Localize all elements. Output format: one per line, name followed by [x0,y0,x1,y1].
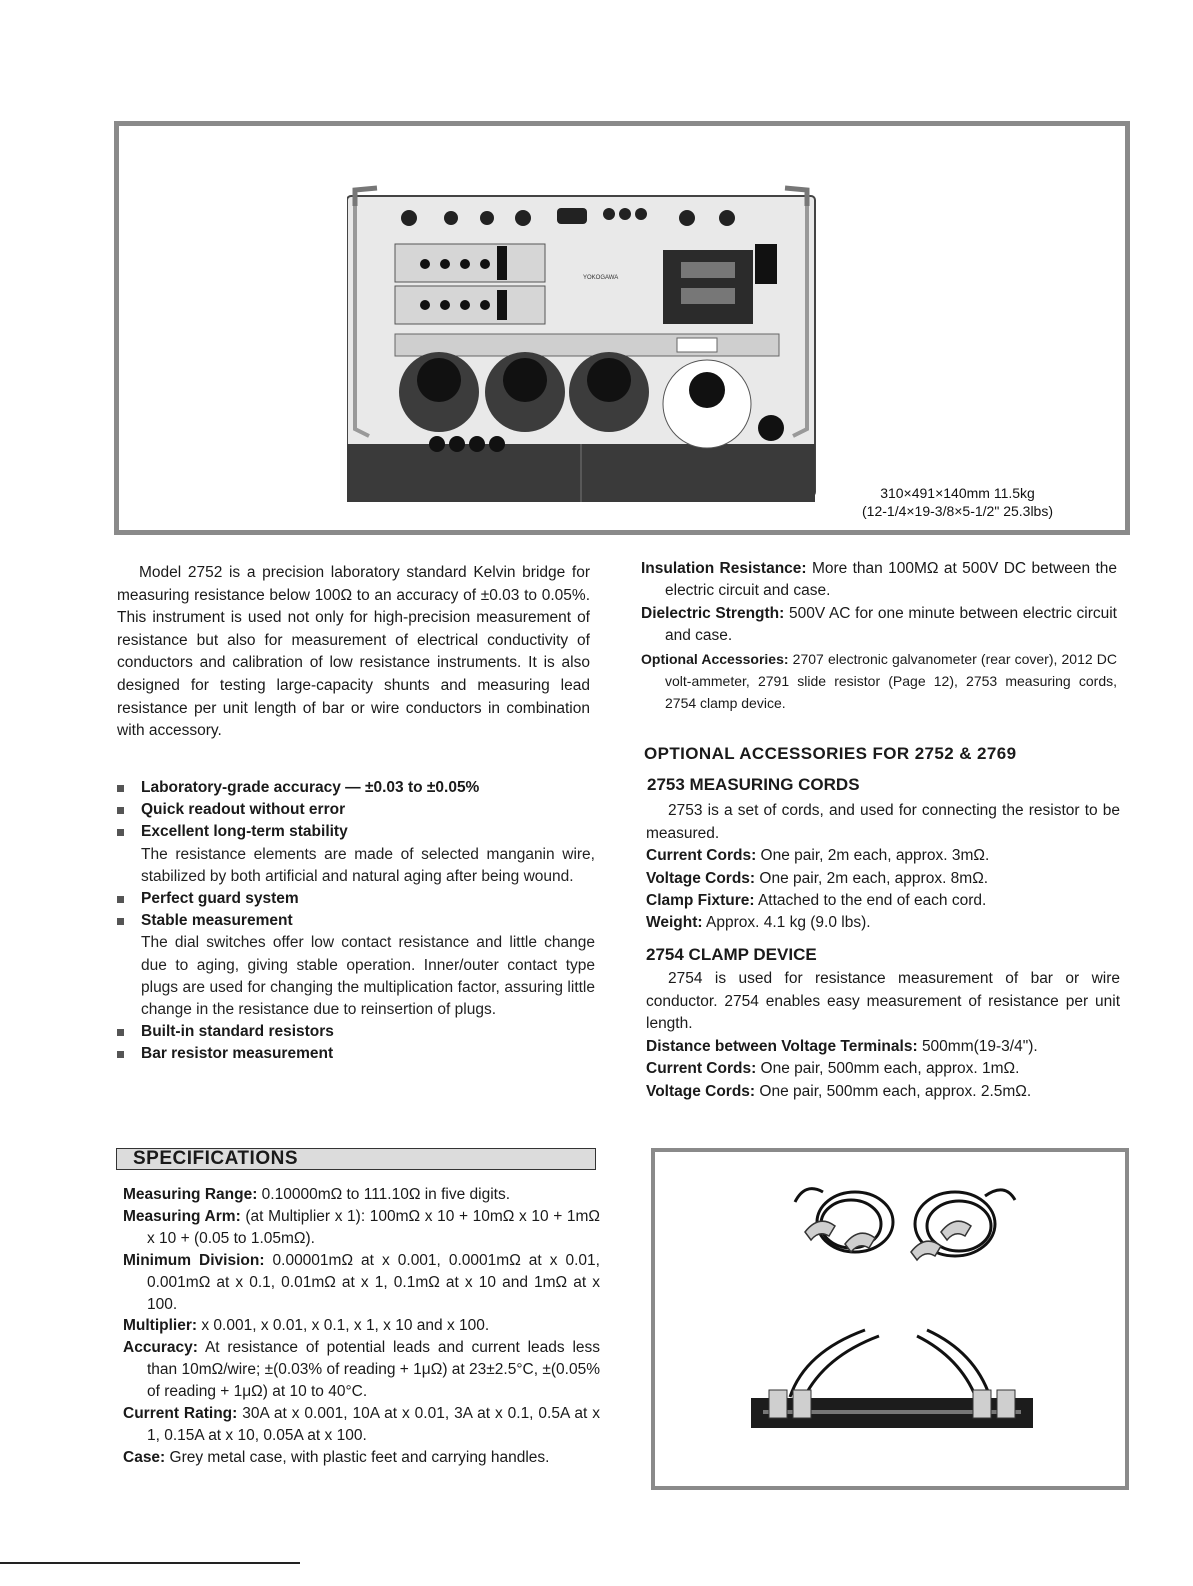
feature-item [117,888,595,910]
spec-value: 0.00001mΩ at x 0.001, 0.0001mΩ at x 0.01, 0.001mΩ at x 0.1, 0.01mΩ at x 1, 0.1mΩ at x 10 and 1mΩ at x 100. [147,1251,600,1313]
spec-key: Multiplier: [123,1317,198,1335]
spec-item [117,1315,600,1337]
dims-metric: 310×491×140mm 11.5kg [880,485,1035,501]
feature-item [117,1021,595,1043]
cord-spec-key: Weight: [646,914,703,932]
feature-title: Excellent long-term stability [141,823,348,841]
cord-spec [646,890,1120,912]
feature-title: Stable measurement [141,912,293,930]
clamp-device-desc: 2754 is used for resistance measurement of bar or wire conductor. 2754 enables easy measurement of resistance per unit length. [646,970,1120,1033]
spec-item [117,1337,600,1403]
spec-key: Measuring Arm: [123,1207,241,1225]
spec-value: 500V AC for one minute between electric circuit and case. [665,604,1117,645]
cord-spec [646,845,1120,867]
cord-spec-key: Voltage Cords: [646,869,756,887]
clamp-spec-key: Distance between Voltage Terminals: [646,1037,918,1055]
feature-title: Built-in standard resistors [141,1023,334,1041]
accessory-photo-panel [651,1148,1129,1490]
clamp-spec-key: Current Cords: [646,1060,757,1078]
specifications-header [116,1148,596,1170]
spec-item [641,558,1117,603]
measuring-cords-block [646,800,1120,935]
clamp-spec [646,1058,1120,1080]
clamp-device-heading: 2754 CLAMP DEVICE [646,945,817,964]
cords-and-clamp-photo [655,1152,1125,1486]
feature-title: Perfect guard system [141,890,299,908]
spec-key: Optional Accessories: [641,650,789,667]
spec-item [641,648,1117,715]
feature-title: Laboratory-grade accuracy — ±0.03 to ±0.05% [141,779,480,796]
intro-paragraph: Model 2752 is a precision laboratory standard Kelvin bridge for measuring resistance below 100Ω to an accuracy of ±0.03 to 0.05%. This instrument is used not only for high-precision measurement of resistance but also for measurement of electrical conductivity of conductors and calibration of low resistance instruments. It is also designed for testing large-capacity shunts and measuring lead resistance per unit length of bar or wire conductors in combination with accessory. [117,564,590,740]
spec-item [117,1403,600,1447]
spec-value: x 0.001, x 0.01, x 0.1, x 1, x 10 and x 100. [201,1317,490,1335]
feature-list [117,777,595,1066]
specifications-list [117,1184,600,1469]
clamp-spec [646,1081,1120,1103]
dims-imperial: (12-1/4×19-3/8×5-1/2" 25.3lbs) [862,503,1053,519]
clamp-spec-value: One pair, 500mm each, approx. 1mΩ. [760,1060,1020,1078]
spec-value: 30A at x 0.001, 10A at x 0.01, 3A at x 0.1, 0.5A at x 1, 0.15A at x 10, 0.05A at x 100. [147,1405,600,1444]
spec-key: Accuracy: [123,1339,198,1357]
footer-rule [0,1562,300,1564]
spec-value: 2707 electronic galvanometer (rear cover), 2012 DC volt-ammeter, 2791 slide resistor (Page 12), 2753 measuring cords, 2754 clamp device. [665,650,1118,712]
spec-value: At resistance of potential leads and current leads less than 10mΩ/wire; ±(0.03% of reading + 1μΩ) at 23±2.5°C, ±(0.05% of reading + 1μΩ) at 10 to 40°C. [147,1339,601,1401]
spec-item [117,1250,600,1316]
cord-spec-value: Attached to the end of each cord. [757,892,987,909]
product-photo-panel [114,121,1130,535]
spec-key: Minimum Division: [123,1251,265,1269]
spec-key: Measuring Range: [123,1186,258,1203]
cord-spec [646,912,1120,934]
specifications-title: SPECIFICATIONS [133,1148,298,1169]
cord-spec-value: One pair, 2m each, approx. 8mΩ. [759,869,989,887]
cord-spec-value: Approx. 4.1 kg (9.0 lbs). [706,914,871,932]
feature-title: Quick readout without error [141,801,346,819]
svg-text:YOKOGAWA: YOKOGAWA [583,275,619,281]
clamp-spec [646,1036,1120,1058]
spec-item [117,1447,600,1469]
spec-value: Grey metal case, with plastic feet and carrying handles. [169,1448,550,1466]
dimensions-caption [862,484,1053,520]
feature-item [117,1043,595,1065]
spec-value: More than 100MΩ at 500V DC between the electric circuit and case. [665,560,1118,600]
cord-spec-key: Current Cords: [646,847,757,865]
spec-value: (at Multiplier x 1): 100mΩ x 10 + 10mΩ x 10 + 1mΩ x 10 + (0.05 to 1.05mΩ). [147,1207,600,1247]
feature-item [117,821,595,888]
optional-accessories-heading: OPTIONAL ACCESSORIES FOR 2752 & 2769 [644,744,1017,763]
spec-item [117,1206,600,1250]
clamp-spec-value: One pair, 500mm each, approx. 2.5mΩ. [759,1082,1032,1100]
right-specifications [641,558,1117,715]
spec-key: Dielectric Strength: [641,604,785,622]
measuring-cords-heading: 2753 MEASURING CORDS [647,775,860,794]
spec-item [641,603,1117,648]
measuring-cords-desc: 2753 is a set of cords, and used for connecting the resistor to be measured. [646,802,1120,842]
clamp-spec-value: 500mm(19-3/4"). [921,1037,1038,1055]
spec-item [117,1184,600,1206]
intro-block [117,562,590,743]
kelvin-bridge-photo [347,184,837,514]
feature-item [117,799,595,821]
cord-spec [646,868,1120,890]
cord-spec-value: One pair, 2m each, approx. 3mΩ. [760,847,990,865]
feature-item [117,777,595,799]
clamp-device-block [646,968,1120,1103]
feature-item [117,910,595,1021]
cord-spec-key: Clamp Fixture: [646,892,755,909]
spec-value: 0.10000mΩ to 111.10Ω in five digits. [261,1186,511,1203]
feature-desc: The resistance elements are made of selected manganin wire, stabilized by both artificial and natural aging after being wound. [141,845,595,885]
feature-title: Bar resistor measurement [141,1045,334,1063]
clamp-spec-key: Voltage Cords: [646,1082,756,1100]
spec-key: Case: [123,1448,166,1466]
feature-desc: The dial switches offer low contact resistance and little change due to aging, giving stable operation. Inner/outer contact type plugs are used for changing the multiplication factor, assuring little change in the resistance due to reinsertion of plugs. [141,934,595,1019]
spec-key: Insulation Resistance: [641,560,807,577]
spec-key: Current Rating: [123,1405,238,1423]
